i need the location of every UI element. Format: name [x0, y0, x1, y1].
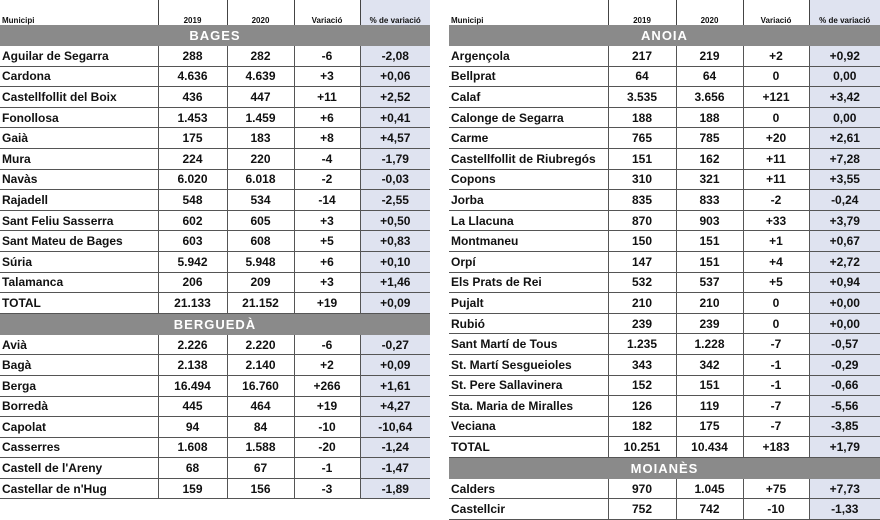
variation-cell: -10 [294, 417, 360, 438]
value-2019-cell: 602 [158, 210, 227, 231]
value-2020-cell: 464 [227, 396, 294, 417]
municipality-cell: Veciana [449, 416, 608, 437]
table-row [449, 334, 880, 355]
pct-variation-cell: +0,09 [360, 293, 430, 314]
municipality-cell: Casserres [0, 437, 158, 458]
pct-variation-cell: +2,61 [809, 128, 880, 149]
variation-cell: -1 [743, 375, 809, 396]
value-2020-cell: 1.228 [676, 334, 743, 355]
value-2020-cell: 183 [227, 128, 294, 149]
table-row [0, 251, 430, 272]
pct-variation-cell: -0,66 [809, 375, 880, 396]
variation-cell: +11 [294, 87, 360, 108]
municipality-cell: Castellfollit de Riubregós [449, 148, 608, 169]
table-row [449, 148, 880, 169]
value-2019-cell: 870 [608, 210, 676, 231]
table-row [0, 210, 430, 231]
pct-variation-cell: +0,09 [360, 355, 430, 376]
municipality-cell: TOTAL [449, 437, 608, 458]
table-row [449, 190, 880, 211]
variation-cell: +121 [743, 87, 809, 108]
value-2020-cell: 608 [227, 231, 294, 252]
table-row [449, 499, 880, 520]
variation-cell: 0 [743, 313, 809, 334]
value-2019-cell: 182 [608, 416, 676, 437]
pct-variation-cell: -1,24 [360, 437, 430, 458]
value-2020-cell: 1.045 [676, 479, 743, 499]
table-row [0, 396, 430, 417]
municipality-cell: Orpí [449, 251, 608, 272]
value-2020-cell: 220 [227, 148, 294, 169]
variation-cell: -7 [743, 334, 809, 355]
table-row [0, 437, 430, 458]
table-row [0, 231, 430, 252]
value-2020-cell: 605 [227, 210, 294, 231]
municipality-cell: Navàs [0, 169, 158, 190]
municipality-cell: Bagà [0, 355, 158, 376]
value-2019-cell: 175 [158, 128, 227, 149]
table-row [449, 396, 880, 417]
municipality-cell: Fonollosa [0, 107, 158, 128]
pct-variation-cell: -1,89 [360, 478, 430, 499]
value-2019-cell: 436 [158, 87, 227, 108]
value-2019-cell: 548 [158, 190, 227, 211]
value-2019-cell: 6.020 [158, 169, 227, 190]
region-name: MOIANÈS [449, 457, 880, 479]
municipality-cell: Capolat [0, 417, 158, 438]
pct-variation-cell: +4,27 [360, 396, 430, 417]
value-2020-cell: 67 [227, 458, 294, 479]
table-row [449, 46, 880, 66]
variation-cell: -1 [294, 458, 360, 479]
municipality-cell: Rajadell [0, 190, 158, 211]
value-2019-cell: 159 [158, 478, 227, 499]
value-2020-cell: 5.948 [227, 251, 294, 272]
pct-variation-cell: +4,57 [360, 128, 430, 149]
value-2020-cell: 2.220 [227, 335, 294, 355]
value-2020-cell: 4.639 [227, 66, 294, 87]
value-2019-cell: 310 [608, 169, 676, 190]
pct-variation-cell: -0,27 [360, 335, 430, 355]
municipality-cell: Sant Mateu de Bages [0, 231, 158, 252]
region-name: BAGES [0, 25, 430, 46]
pct-variation-cell: +3,79 [809, 210, 880, 231]
table-row [0, 46, 430, 66]
col-pct-header: % de variació [360, 0, 430, 25]
table-row [449, 107, 880, 128]
value-2020-cell: 162 [676, 148, 743, 169]
pct-variation-cell: -1,33 [809, 499, 880, 520]
table-row [0, 478, 430, 499]
table-row [0, 66, 430, 87]
variation-cell: +11 [743, 148, 809, 169]
pct-variation-cell: 0,00 [809, 107, 880, 128]
municipality-cell: Els Prats de Rei [449, 272, 608, 293]
right-table [449, 0, 880, 520]
variation-cell: +75 [743, 479, 809, 499]
value-2019-cell: 1.453 [158, 107, 227, 128]
municipality-cell: Castell de l'Areny [0, 458, 158, 479]
pct-variation-cell: +3,55 [809, 169, 880, 190]
pct-variation-cell: +0,94 [809, 272, 880, 293]
pct-variation-cell: -0,03 [360, 169, 430, 190]
municipality-cell: Calonge de Segarra [449, 107, 608, 128]
total-row [0, 293, 430, 314]
municipality-cell: St. Martí Sesgueioles [449, 354, 608, 375]
variation-cell: +5 [294, 231, 360, 252]
municipality-cell: Sta. Maria de Miralles [449, 396, 608, 417]
municipality-cell: Carme [449, 128, 608, 149]
pct-variation-cell: -1,47 [360, 458, 430, 479]
header-row [0, 0, 430, 25]
table-row [0, 375, 430, 396]
municipality-cell: TOTAL [0, 293, 158, 314]
pct-variation-cell: -1,79 [360, 148, 430, 169]
variation-cell: -20 [294, 437, 360, 458]
variation-cell: +2 [743, 46, 809, 66]
variation-cell: +8 [294, 128, 360, 149]
value-2019-cell: 1.608 [158, 437, 227, 458]
pct-variation-cell: +2,72 [809, 251, 880, 272]
variation-cell: +2 [294, 355, 360, 376]
region-name: BERGUEDÀ [0, 313, 430, 335]
municipality-cell: St. Pere Sallavinera [449, 375, 608, 396]
table-row [0, 107, 430, 128]
table-row [0, 272, 430, 293]
municipality-cell: Borredà [0, 396, 158, 417]
value-2020-cell: 282 [227, 46, 294, 66]
pct-variation-cell: +7,28 [809, 148, 880, 169]
region-header [449, 457, 880, 479]
table-row [0, 355, 430, 376]
value-2019-cell: 2.138 [158, 355, 227, 376]
col-2020-header: 2020 [227, 0, 294, 25]
value-2019-cell: 970 [608, 479, 676, 499]
value-2019-cell: 64 [608, 66, 676, 87]
variation-cell: +5 [743, 272, 809, 293]
pct-variation-cell: +0,00 [809, 313, 880, 334]
pct-variation-cell: +2,52 [360, 87, 430, 108]
municipality-cell: Avià [0, 335, 158, 355]
value-2019-cell: 288 [158, 46, 227, 66]
region-name: ANOIA [449, 25, 880, 46]
value-2019-cell: 2.226 [158, 335, 227, 355]
value-2019-cell: 4.636 [158, 66, 227, 87]
variation-cell: +1 [743, 231, 809, 252]
municipality-cell: Bellprat [449, 66, 608, 87]
value-2020-cell: 1.459 [227, 107, 294, 128]
variation-cell: 0 [743, 107, 809, 128]
pct-variation-cell: -0,24 [809, 190, 880, 211]
variation-cell: 0 [743, 66, 809, 87]
value-2019-cell: 147 [608, 251, 676, 272]
pct-variation-cell: +0,06 [360, 66, 430, 87]
value-2019-cell: 1.235 [608, 334, 676, 355]
value-2019-cell: 206 [158, 272, 227, 293]
value-2020-cell: 151 [676, 375, 743, 396]
value-2020-cell: 785 [676, 128, 743, 149]
value-2019-cell: 10.251 [608, 437, 676, 458]
header-row [449, 0, 880, 25]
pct-variation-cell: -3,85 [809, 416, 880, 437]
table-row [0, 169, 430, 190]
col-variation-header: Variació [294, 0, 360, 25]
col-2019-header: 2019 [158, 0, 227, 25]
table-row [0, 87, 430, 108]
variation-cell: -10 [743, 499, 809, 520]
region-header [0, 25, 430, 46]
table-row [0, 335, 430, 355]
value-2020-cell: 3.656 [676, 87, 743, 108]
table-row [449, 231, 880, 252]
municipality-cell: Sant Martí de Tous [449, 334, 608, 355]
table-row [0, 128, 430, 149]
value-2020-cell: 84 [227, 417, 294, 438]
value-2020-cell: 534 [227, 190, 294, 211]
value-2020-cell: 833 [676, 190, 743, 211]
pct-variation-cell: +7,73 [809, 479, 880, 499]
pct-variation-cell: -0,29 [809, 354, 880, 375]
pct-variation-cell: +1,61 [360, 375, 430, 396]
table-row [449, 169, 880, 190]
value-2019-cell: 3.535 [608, 87, 676, 108]
variation-cell: -6 [294, 46, 360, 66]
variation-cell: +3 [294, 210, 360, 231]
col-2020-header: 2020 [676, 0, 743, 25]
value-2019-cell: 445 [158, 396, 227, 417]
pct-variation-cell: 0,00 [809, 66, 880, 87]
value-2019-cell: 16.494 [158, 375, 227, 396]
value-2019-cell: 21.133 [158, 293, 227, 314]
municipality-cell: Castellcir [449, 499, 608, 520]
municipality-cell: Jorba [449, 190, 608, 211]
value-2020-cell: 219 [676, 46, 743, 66]
left-table [0, 0, 430, 499]
value-2020-cell: 239 [676, 313, 743, 334]
pct-variation-cell: +1,79 [809, 437, 880, 458]
municipality-cell: Pujalt [449, 293, 608, 314]
value-2020-cell: 6.018 [227, 169, 294, 190]
value-2020-cell: 188 [676, 107, 743, 128]
municipality-cell: Calaf [449, 87, 608, 108]
value-2019-cell: 150 [608, 231, 676, 252]
variation-cell: +19 [294, 396, 360, 417]
value-2020-cell: 537 [676, 272, 743, 293]
value-2019-cell: 188 [608, 107, 676, 128]
value-2019-cell: 835 [608, 190, 676, 211]
municipality-cell: Montmaneu [449, 231, 608, 252]
variation-cell: +266 [294, 375, 360, 396]
variation-cell: +20 [743, 128, 809, 149]
pct-variation-cell: +0,83 [360, 231, 430, 252]
table-row [449, 210, 880, 231]
value-2019-cell: 217 [608, 46, 676, 66]
table-row [0, 190, 430, 211]
value-2020-cell: 209 [227, 272, 294, 293]
variation-cell: -4 [294, 148, 360, 169]
value-2020-cell: 210 [676, 293, 743, 314]
value-2019-cell: 210 [608, 293, 676, 314]
pct-variation-cell: +0,00 [809, 293, 880, 314]
municipality-cell: Argençola [449, 46, 608, 66]
municipality-cell: Mura [0, 148, 158, 169]
total-row [449, 437, 880, 458]
value-2020-cell: 321 [676, 169, 743, 190]
value-2020-cell: 742 [676, 499, 743, 520]
variation-cell: -6 [294, 335, 360, 355]
municipality-cell: Berga [0, 375, 158, 396]
value-2019-cell: 151 [608, 148, 676, 169]
value-2019-cell: 239 [608, 313, 676, 334]
table-row [449, 479, 880, 499]
variation-cell: -7 [743, 396, 809, 417]
value-2019-cell: 765 [608, 128, 676, 149]
pct-variation-cell: +0,67 [809, 231, 880, 252]
table-row [449, 293, 880, 314]
municipality-cell: Aguilar de Segarra [0, 46, 158, 66]
municipality-cell: Castellar de n'Hug [0, 478, 158, 499]
variation-cell: -1 [743, 354, 809, 375]
municipality-cell: La Llacuna [449, 210, 608, 231]
left-table-body [0, 25, 430, 499]
table-row [0, 458, 430, 479]
value-2019-cell: 603 [158, 231, 227, 252]
table-row [449, 251, 880, 272]
variation-cell: -3 [294, 478, 360, 499]
pct-variation-cell: +0,41 [360, 107, 430, 128]
variation-cell: +3 [294, 272, 360, 293]
value-2019-cell: 5.942 [158, 251, 227, 272]
region-header [0, 313, 430, 335]
pct-variation-cell: -0,57 [809, 334, 880, 355]
variation-cell: -2 [743, 190, 809, 211]
table-row [449, 313, 880, 334]
pct-variation-cell: -5,56 [809, 396, 880, 417]
value-2020-cell: 21.152 [227, 293, 294, 314]
value-2020-cell: 119 [676, 396, 743, 417]
municipality-cell: Cardona [0, 66, 158, 87]
variation-cell: -14 [294, 190, 360, 211]
table-row [0, 148, 430, 169]
municipality-cell: Rubió [449, 313, 608, 334]
variation-cell: +6 [294, 251, 360, 272]
col-variation-header: Variació [743, 0, 809, 25]
value-2020-cell: 175 [676, 416, 743, 437]
value-2020-cell: 10.434 [676, 437, 743, 458]
table-row [449, 272, 880, 293]
col-municipality-header: Municipi [451, 16, 484, 25]
variation-cell: -2 [294, 169, 360, 190]
pct-variation-cell: +3,42 [809, 87, 880, 108]
table-row [449, 66, 880, 87]
municipality-cell: Talamanca [0, 272, 158, 293]
value-2019-cell: 343 [608, 354, 676, 375]
region-header [449, 25, 880, 46]
value-2020-cell: 16.760 [227, 375, 294, 396]
right-table-body [449, 25, 880, 520]
variation-cell: +3 [294, 66, 360, 87]
pct-variation-cell: -2,55 [360, 190, 430, 211]
municipality-cell: Calders [449, 479, 608, 499]
value-2019-cell: 224 [158, 148, 227, 169]
variation-cell: +11 [743, 169, 809, 190]
variation-cell: +6 [294, 107, 360, 128]
col-pct-header: % de variació [809, 0, 880, 25]
value-2019-cell: 752 [608, 499, 676, 520]
pct-variation-cell: -2,08 [360, 46, 430, 66]
pct-variation-cell: +0,92 [809, 46, 880, 66]
municipality-cell: Sant Feliu Sasserra [0, 210, 158, 231]
table-row [449, 375, 880, 396]
value-2019-cell: 126 [608, 396, 676, 417]
value-2019-cell: 152 [608, 375, 676, 396]
value-2019-cell: 94 [158, 417, 227, 438]
value-2020-cell: 156 [227, 478, 294, 499]
pct-variation-cell: +0,50 [360, 210, 430, 231]
value-2020-cell: 342 [676, 354, 743, 375]
value-2019-cell: 68 [158, 458, 227, 479]
value-2020-cell: 903 [676, 210, 743, 231]
pct-variation-cell: +1,46 [360, 272, 430, 293]
table-row [449, 416, 880, 437]
municipality-cell: Gaià [0, 128, 158, 149]
table-row [449, 87, 880, 108]
table-row [449, 128, 880, 149]
variation-cell: -7 [743, 416, 809, 437]
variation-cell: +33 [743, 210, 809, 231]
variation-cell: +4 [743, 251, 809, 272]
value-2020-cell: 2.140 [227, 355, 294, 376]
value-2020-cell: 1.588 [227, 437, 294, 458]
value-2020-cell: 151 [676, 251, 743, 272]
col-municipality-header: Municipi [2, 16, 35, 25]
municipality-cell: Copons [449, 169, 608, 190]
col-2019-header: 2019 [608, 0, 676, 25]
value-2020-cell: 64 [676, 66, 743, 87]
table-row [449, 354, 880, 375]
value-2020-cell: 151 [676, 231, 743, 252]
municipality-cell: Súria [0, 251, 158, 272]
variation-cell: +19 [294, 293, 360, 314]
table-row [0, 417, 430, 438]
variation-cell: +183 [743, 437, 809, 458]
pct-variation-cell: +0,10 [360, 251, 430, 272]
municipality-cell: Castellfollit del Boix [0, 87, 158, 108]
value-2019-cell: 532 [608, 272, 676, 293]
variation-cell: 0 [743, 293, 809, 314]
value-2020-cell: 447 [227, 87, 294, 108]
pct-variation-cell: -10,64 [360, 417, 430, 438]
